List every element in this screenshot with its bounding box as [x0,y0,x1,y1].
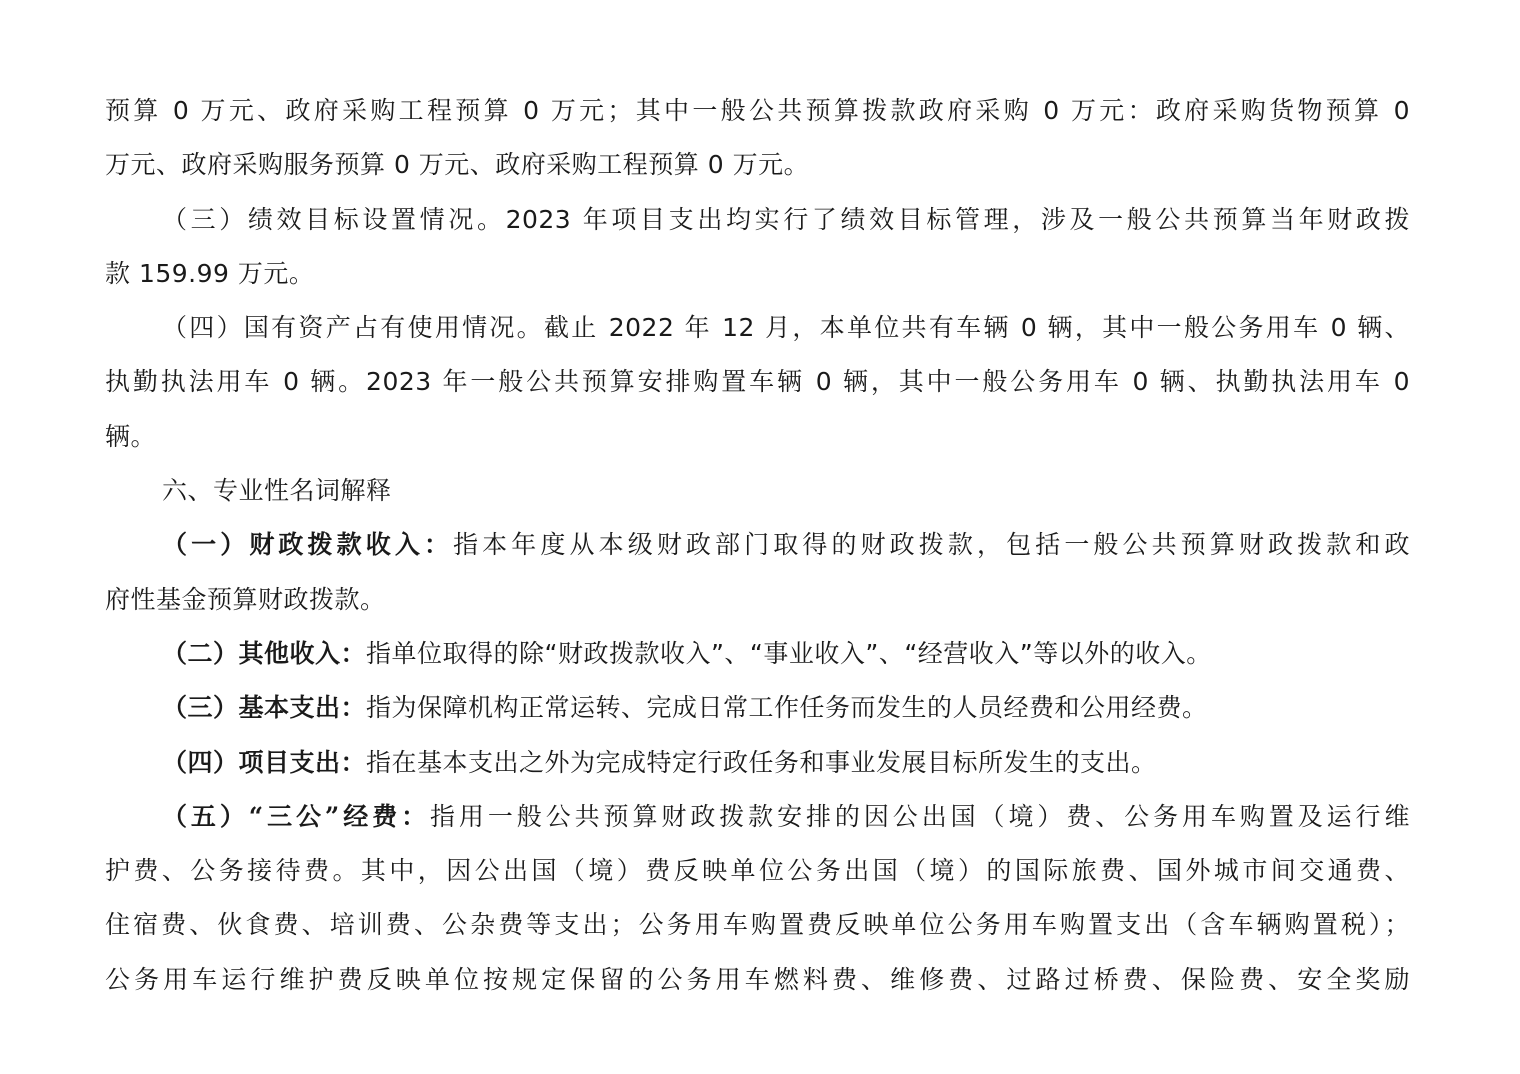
term-label: （四）项目支出： [162,747,367,777]
document-page [105,84,1410,1007]
text-line [105,627,1410,681]
text-line: 执勤执法用车 0 辆。2023 年一般公共预算安排购置车辆 0 辆，其中一般公务用车 0 辆、执勤执法用车 0 [105,367,1410,397]
section-heading: 六、专业性名词解释 [162,476,392,506]
paragraph-state-assets [105,301,1410,464]
term-definition: 指本年度从本级财政部门取得的财政拨款，包括一般公共预算财政拨款和政 [453,530,1410,560]
text-line [105,681,1410,735]
text-line [105,736,1410,790]
text-line: 护费、公务接待费。其中，因公出国（境）费反映单位公务出国（境）的国际旅费、国外城市间交通费、 [105,856,1410,886]
term-other-income [105,627,1410,681]
text-line: 预算 0 万元、政府采购工程预算 0 万元；其中一般公共预算拨款政府采购 0 万元：政府采购货物预算 0 [105,96,1410,125]
text-line [105,518,1410,572]
term-label: （三）基本支出： [162,693,367,723]
term-fiscal-appropriation-income [105,518,1410,627]
term-definition: 指用一般公共预算财政拨款安排的因公出国（境）费、公务用车购置及运行维 [430,801,1410,831]
paragraph-procurement [105,84,1410,193]
term-project-expenditure [105,736,1410,790]
text-line: 辆。 [105,421,157,451]
term-definition: 指在基本支出之外为完成特定行政任务和事业发展目标所发生的支出。 [366,747,1157,777]
text-line: （三）绩效目标设置情况。2023 年项目支出均实行了绩效目标管理，涉及一般公共预算当年财政拨 [162,204,1410,234]
paragraph-performance-targets [105,193,1410,302]
text-line: 住宿费、伙食费、培训费、公杂费等支出；公务用车购置费反映单位公务用车购置支出（含车辆购置税）； [105,910,1410,940]
term-label: （一）财政拨款收入： [162,530,454,560]
term-label: （五）“三公”经费： [162,801,430,831]
term-three-public-expenses [105,790,1410,1007]
term-definition: 指单位取得的除“财政拨款收入”、“事业收入”、“经营收入”等以外的收入。 [366,638,1212,668]
text-line: （四）国有资产占有使用情况。截止 2022 年 12 月，本单位共有车辆 0 辆，其中一般公务用车 0 辆、 [162,313,1410,343]
term-definition: 指为保障机构正常运转、完成日常工作任务而发生的人员经费和公用经费。 [366,693,1208,723]
text-line: 款 159.99 万元。 [105,258,315,288]
text-line: 府性基金预算财政拨款。 [105,584,386,614]
term-label: （二）其他收入： [162,638,367,668]
text-line: 万元、政府采购服务预算 0 万元、政府采购工程预算 0 万元。 [105,150,810,180]
text-line: 公务用车运行维护费反映单位按规定保留的公务用车燃料费、维修费、过路过桥费、保险费、安全奖励 [105,964,1410,994]
term-basic-expenditure [105,681,1410,735]
text-line [105,790,1410,844]
